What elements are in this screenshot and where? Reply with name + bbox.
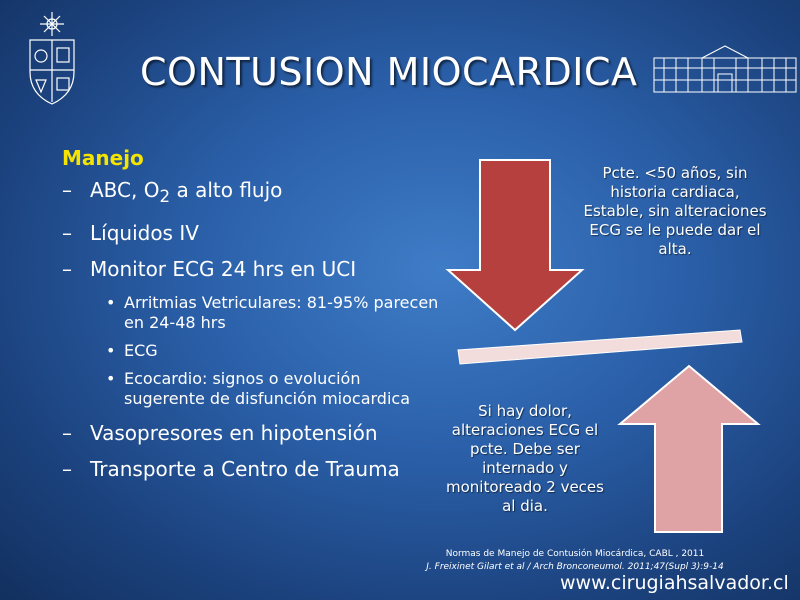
sub-list-item [106,341,442,361]
sub-list-item [106,369,442,409]
item-subscript: 2 [159,187,171,206]
up-arrow-icon [620,366,758,532]
bullet-marker: • [106,293,116,312]
dash-marker: – [62,257,72,281]
admission-criteria-text: Si hay dolor, alteraciones ECG el pcte. Debe ser internado y monitoreado 2 veces al dia. [446,402,604,515]
website-url: www.cirugiahsalvador.cl [560,572,789,594]
item-text: ABC, O [90,178,160,202]
item-text: a alto flujo [170,178,283,202]
item-text: Monitor ECG 24 hrs en UCI [90,257,357,281]
list-item [62,221,442,245]
seesaw-bar [458,330,742,364]
item-text: Líquidos IV [90,221,199,245]
dash-marker: – [62,178,72,202]
item-text: Vasopresores en hipotensión [90,421,378,445]
down-arrow-icon [448,160,582,330]
content-body [62,146,442,493]
reference-line-1: Normas de Manejo de Contusión Miocárdica, CABL , 2011 [445,549,705,559]
list-item [62,178,442,209]
dash-marker: – [62,421,72,445]
sub-item-text: Ecocardio: signos o evolución sugerente de disfunción miocardica [124,369,411,408]
discharge-criteria-text: Pcte. <50 años, sin historia cardiaca, Estable, sin alteraciones ECG se le puede dar el alta. [583,164,767,258]
reference-line-2: J. Freixinet Gilart et al / Arch Bronconeumol. 2011;47(Supl 3):9-14 [426,562,724,572]
sub-list-item [106,293,442,333]
hospital-building-logo [652,44,798,94]
list-item [62,257,442,281]
reference-citation [410,548,740,574]
bullet-marker: • [106,369,116,388]
section-heading: Manejo [62,146,144,170]
slide-title: CONTUSION MIOCARDICA [140,50,638,94]
dash-marker: – [62,457,72,481]
item-text: Transporte a Centro de Trauma [90,457,400,481]
dash-marker: – [62,221,72,245]
university-crest-logo [22,10,82,110]
list-item [62,457,442,481]
sub-item-text: ECG [124,341,158,360]
sub-item-text: Arritmias Vetriculares: 81-95% parecen en 24-48 hrs [124,293,439,332]
list-item [62,421,442,445]
sub-list [62,293,442,409]
bullet-marker: • [106,341,116,360]
